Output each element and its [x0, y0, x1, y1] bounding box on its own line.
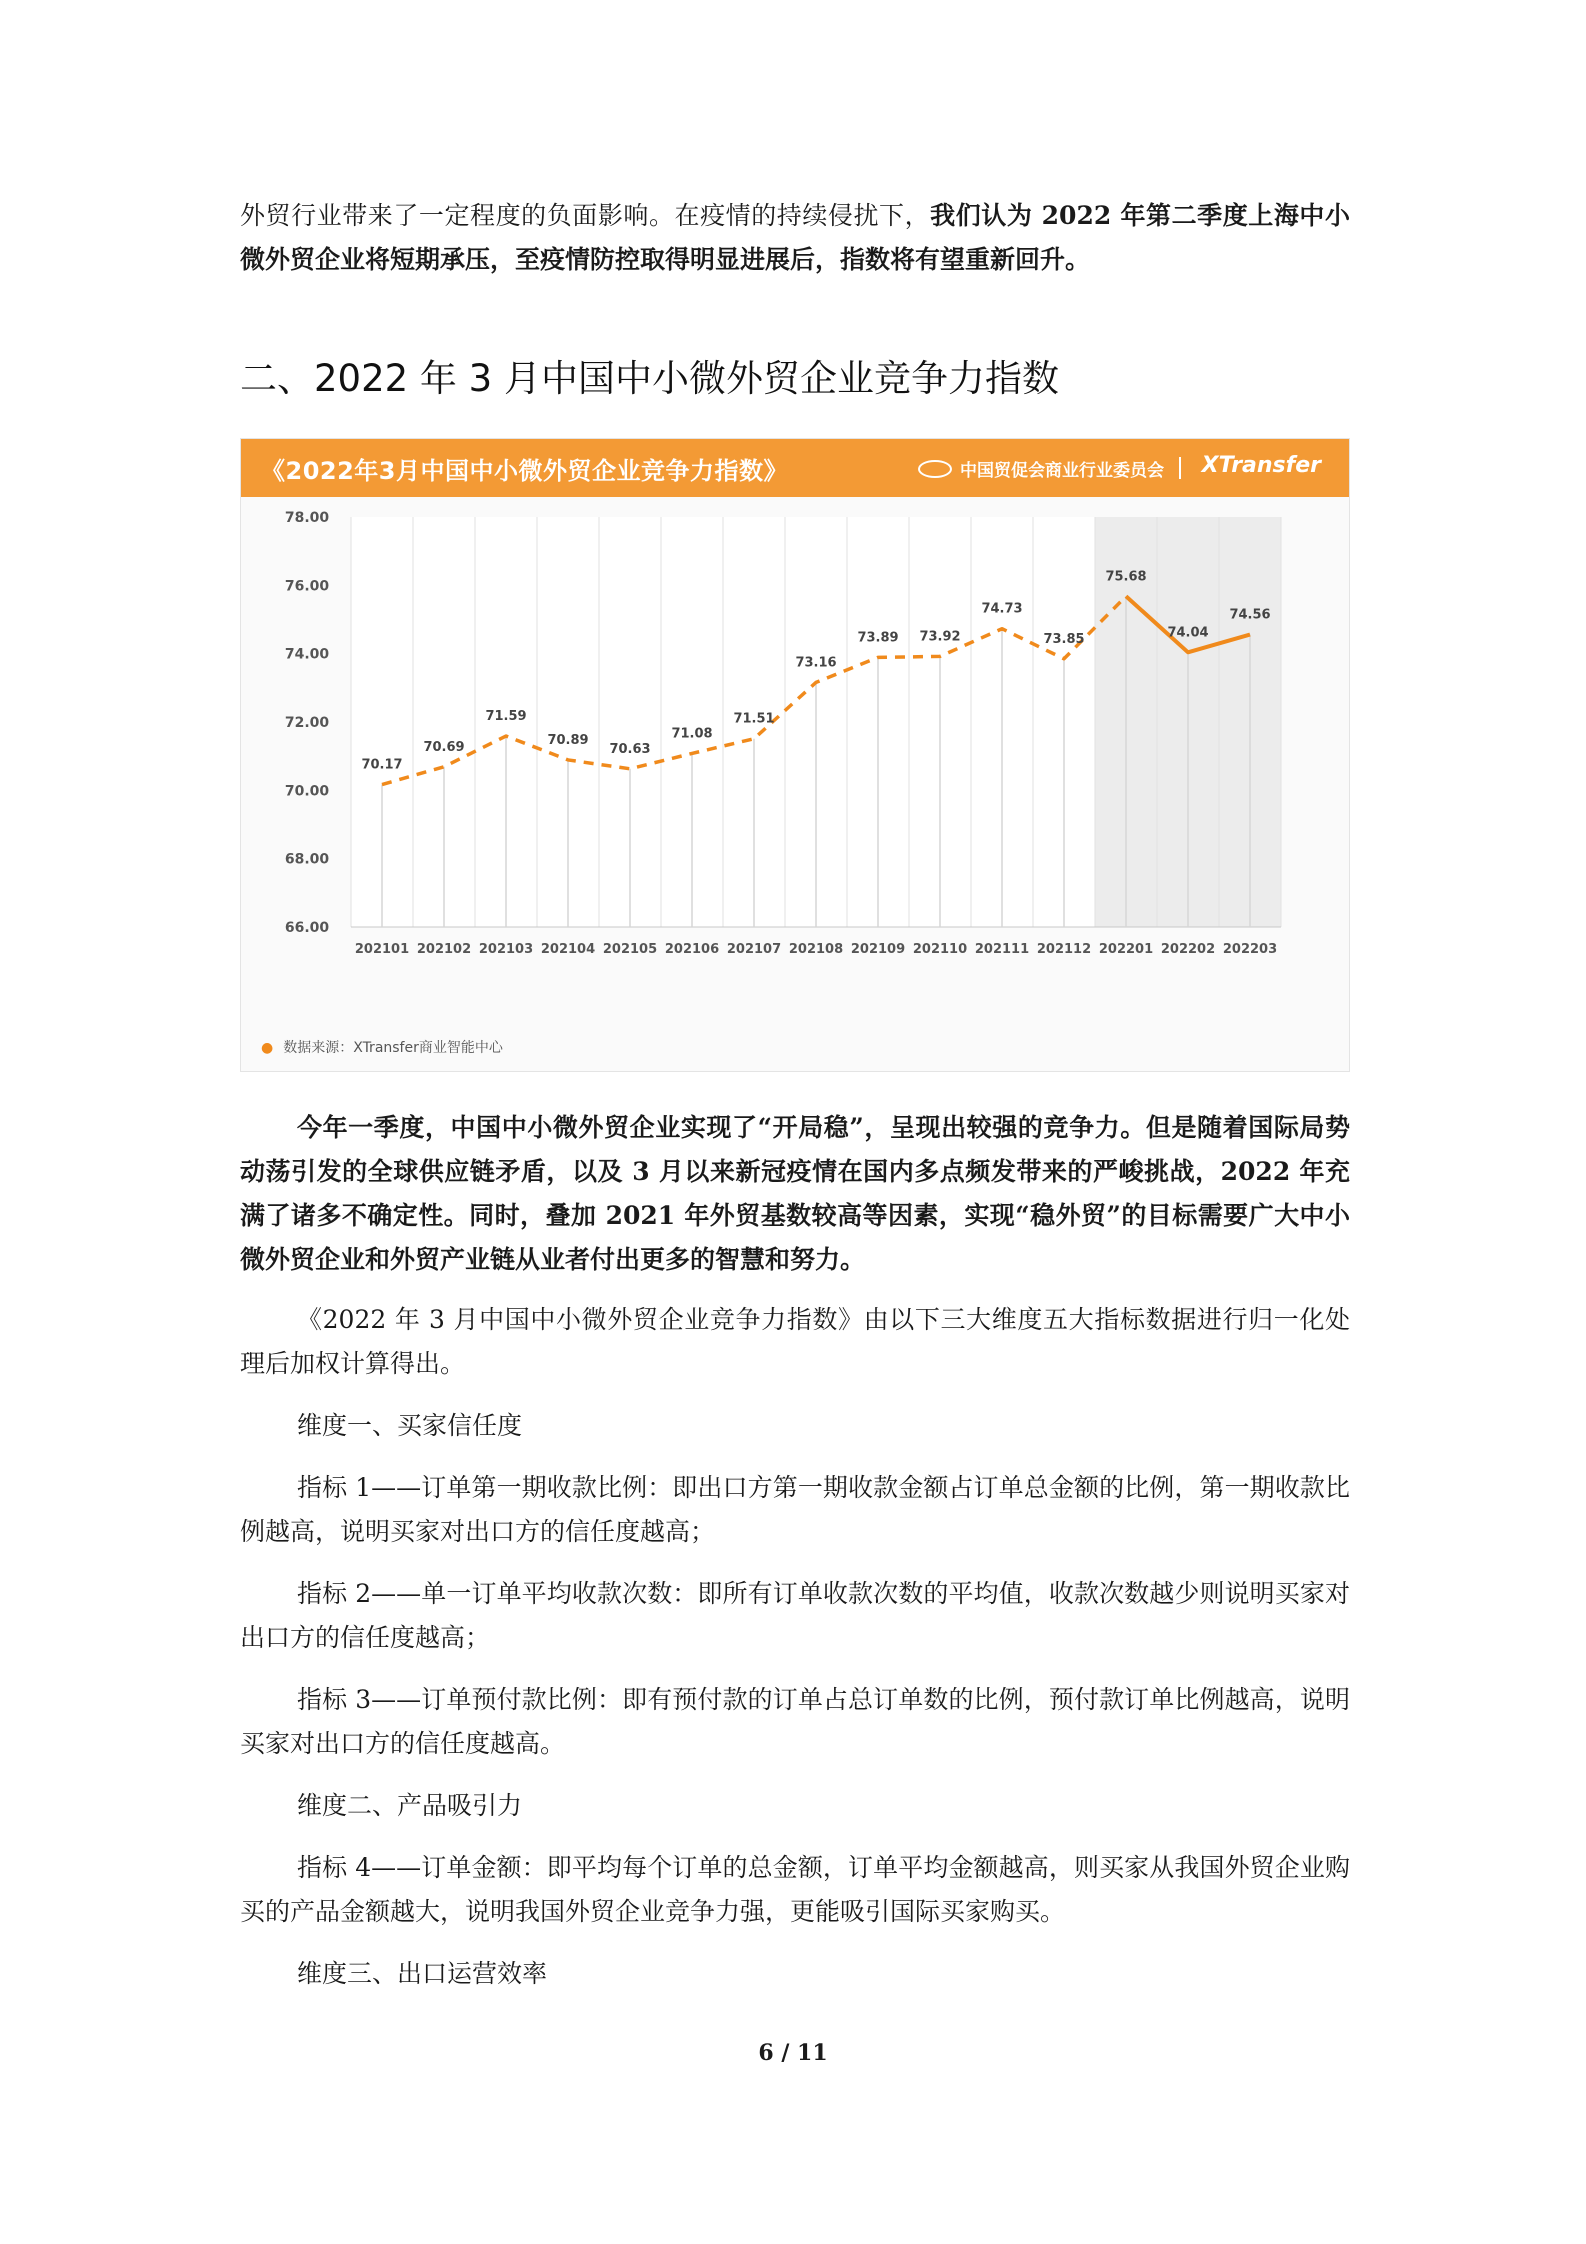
banner-divider	[1179, 457, 1181, 479]
y-tick-label: 74.00	[284, 646, 330, 663]
data-label: 71.59	[485, 709, 527, 725]
chart-source-note	[261, 1037, 503, 1057]
data-label: 73.16	[795, 655, 837, 671]
indicator-two-paragraph: 指标 2——单一订单平均收款次数：即所有订单收款次数的平均值，收款次数越少则说明买家对出口方的信任度越高；	[240, 1579, 1350, 1652]
bullet-dot-icon: ●	[261, 1040, 274, 1056]
chart-source-label: 数据来源：XTransfer商业智能中心	[283, 1040, 503, 1056]
y-tick-label: 66.00	[284, 920, 330, 936]
ccpit-logo-icon	[918, 460, 952, 478]
dimension-three-heading: 维度三、出口运营效率	[297, 1959, 548, 1988]
data-label: 73.85	[1043, 631, 1085, 647]
y-tick-label: 72.00	[284, 715, 330, 731]
data-label: 74.56	[1229, 607, 1271, 623]
data-label: 71.08	[671, 726, 713, 742]
indicator-three-paragraph: 指标 3——订单预付款比例：即有预付款的订单占总订单数的比例，预付款订单比例越高，说明买家对出口方的信任度越高。	[240, 1685, 1350, 1758]
data-label: 73.89	[857, 630, 899, 646]
x-tick-label: 202102	[416, 942, 472, 957]
data-label: 70.69	[423, 739, 465, 755]
y-tick-label: 76.00	[284, 578, 330, 595]
x-tick-label: 202108	[788, 942, 844, 957]
dimension-two-heading: 维度二、产品吸引力	[297, 1791, 523, 1820]
section-heading: 二、2022 年 3 月中国中小微外贸企业竞争力指数	[240, 357, 1059, 400]
data-label: 74.73	[981, 601, 1023, 617]
intro-bold-text: 我们认为 2022 年第二季度上海中小微外贸企业将短期承压，至疫情防控取得明显进展后，指数将有望重新回升。	[240, 201, 1350, 274]
y-tick-label: 78.00	[284, 510, 330, 526]
data-label: 75.68	[1105, 569, 1147, 585]
indicator-one-paragraph: 指标 1——订单第一期收款比例：即出口方第一期收款金额占订单总金额的比例，第一期收款比例越高，说明买家对出口方的信任度越高；	[240, 1473, 1350, 1546]
x-tick-label: 202202	[1160, 942, 1216, 957]
x-tick-label: 202201	[1098, 942, 1154, 957]
x-tick-label: 202106	[664, 942, 720, 957]
x-tick-label: 202101	[354, 942, 410, 957]
x-tick-label: 202203	[1222, 942, 1278, 957]
data-label: 74.04	[1167, 625, 1209, 641]
x-tick-label: 202109	[850, 942, 906, 957]
x-tick-label: 202110	[912, 942, 968, 957]
data-label: 73.92	[919, 629, 961, 645]
data-label: 70.63	[609, 741, 651, 757]
x-tick-label: 202112	[1036, 942, 1092, 957]
data-label: 70.17	[361, 757, 403, 773]
x-tick-label: 202105	[602, 942, 658, 957]
intro-paragraph	[240, 194, 1350, 282]
dimension-one-heading: 维度一、买家信任度	[297, 1411, 523, 1440]
x-tick-label: 202111	[974, 942, 1030, 957]
x-tick-label: 202104	[540, 942, 596, 957]
summary-paragraph: 今年一季度，中国中小微外贸企业实现了“开局稳”，呈现出较强的竞争力。但是随着国际局势动荡引发的全球供应链矛盾，以及 3 月以来新冠疫情在国内多点频发带来的严峻挑战，2022 年充满了诸多不确定性。同时，叠加 2021 年外贸基数较高等因素，实现“稳外贸”的目标需要广大中小微外贸企业和外贸产业链从业者付出更多的智慧和努力。	[240, 1113, 1350, 1274]
chart-figure	[240, 438, 1350, 1072]
index-intro-paragraph: 《2022 年 3 月中国中小微外贸企业竞争力指数》由以下三大维度五大指标数据进行归一化处理后加权计算得出。	[240, 1305, 1350, 1378]
data-label: 70.89	[547, 732, 589, 748]
indicator-four-paragraph: 指标 4——订单金额：即平均每个订单的总金额，订单平均金额越高，则买家从我国外贸企业购买的产品金额越大，说明我国外贸企业竞争力强，更能吸引国际买家购买。	[240, 1853, 1350, 1926]
chart-title: 《2022年3月中国中小微外贸企业竞争力指数》	[261, 457, 788, 485]
x-tick-label: 202103	[478, 942, 534, 957]
intro-plain-text: 外贸行业带来了一定程度的负面影响。在疫情的持续侵扰下，	[240, 201, 931, 230]
page-number: 6 / 11	[758, 2040, 828, 2066]
y-tick-label: 70.00	[284, 783, 330, 800]
banner-org-label: 中国贸促会商业行业委员会	[960, 461, 1164, 481]
brand-logo: XTransfer	[1201, 453, 1321, 478]
banner-org	[918, 456, 1164, 481]
chart-banner	[241, 439, 1349, 497]
line-chart	[241, 497, 1349, 1027]
data-label: 71.51	[733, 711, 775, 727]
x-tick-label: 202107	[726, 942, 782, 957]
y-tick-label: 68.00	[284, 851, 330, 868]
